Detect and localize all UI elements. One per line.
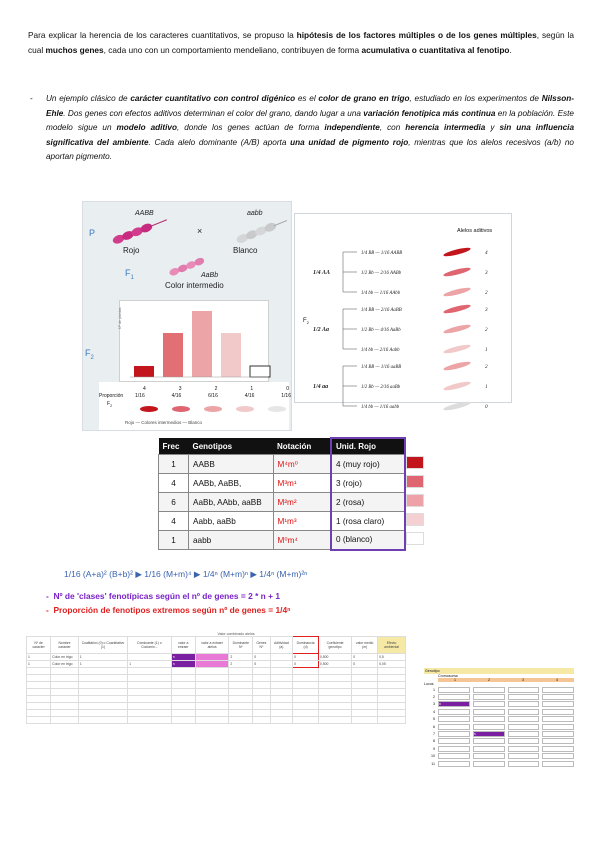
tree-row-text: 1/4 bb — 1/16 aabb xyxy=(361,405,400,410)
bullet-text: . Cada alelo dominante (A/B) aporta xyxy=(148,137,291,147)
grid-cell[interactable] xyxy=(438,716,470,722)
bar-class-3 xyxy=(163,333,183,377)
cell-notation: M²m² xyxy=(273,493,331,512)
tree-row-text: 1/2 Bb — 2/16 AABb xyxy=(361,271,402,276)
cell-frec: 4 xyxy=(159,474,189,493)
allele-tree xyxy=(295,214,513,410)
sheet-cell[interactable]: Color en trigo xyxy=(51,661,79,668)
proportion-value: 4/16 xyxy=(244,393,255,399)
grid-cell[interactable] xyxy=(508,701,540,707)
grid-locus-label: Locus xyxy=(424,682,434,686)
allele-tree-figure xyxy=(294,213,512,410)
proportion-value: 1/16 xyxy=(281,393,291,399)
sheet-cell[interactable]: 1 xyxy=(78,654,127,661)
proportions-panel xyxy=(99,382,289,430)
grid-row xyxy=(424,693,574,700)
cell-notation: M⁴m⁰ xyxy=(273,455,331,474)
rule-extremes xyxy=(46,605,290,615)
header-frec: Frec xyxy=(159,438,189,455)
rule-classes-text: Nº de 'clases' fenotípicas según el nº de genes = 2 * n + 1 xyxy=(53,591,280,601)
grid-cell[interactable]: n xyxy=(438,701,470,707)
sheet-header: valor medio (m) xyxy=(352,637,378,654)
proportion-value: 6/16 xyxy=(208,393,218,399)
parent2-genotype: aabb xyxy=(247,210,263,217)
color-swatch xyxy=(406,494,424,507)
table-row xyxy=(159,512,406,531)
sheet-header-row xyxy=(27,637,406,654)
bullet-text: . Dos genes con efectos aditivos determinan el color del grano, dando lugar a una xyxy=(63,108,364,118)
proportion-values xyxy=(135,393,291,399)
tree-row-count: 1 xyxy=(485,347,488,353)
sheet-row[interactable] xyxy=(27,696,406,703)
grid-col: 3 xyxy=(522,678,524,682)
bullet-text: , estudiado en los experimentos de xyxy=(409,94,542,103)
cell-genotype: AaBb, AAbb, aaBB xyxy=(189,493,274,512)
tree-f2-sub: 2 xyxy=(306,320,309,326)
grid-row-label: 1 xyxy=(433,687,435,692)
tree-row-text: 1/2 Bb — 2/16 aaBb xyxy=(361,385,401,390)
tree-row-count: 1 xyxy=(485,384,488,390)
grid-row-label: 9 xyxy=(433,746,435,751)
grid-row-label: 11 xyxy=(431,761,435,766)
grid-col: 1 xyxy=(454,678,456,682)
grid-cell[interactable] xyxy=(473,709,505,715)
header-genotipos: Genotipos xyxy=(189,438,274,455)
cell-unit: 0 (blanco) xyxy=(331,531,405,550)
white-wheat-spike-icon xyxy=(231,218,291,244)
grid-cell[interactable] xyxy=(508,738,540,744)
cell-frec: 1 xyxy=(159,455,189,474)
proportion-value: 4/16 xyxy=(171,393,182,399)
grid-row xyxy=(424,745,574,752)
tree-row-text: 1/4 BB — 1/16 AABB xyxy=(361,251,403,256)
grid-cell[interactable] xyxy=(438,709,470,715)
cell-notation: M³m¹ xyxy=(273,474,331,493)
tree-spike-icon xyxy=(443,343,471,355)
tree-spike-icon xyxy=(443,286,471,298)
parent1-genotype: AABB xyxy=(135,210,154,217)
sheet-header: Cualitativo (0) o Cuantitativo (1) xyxy=(78,637,127,654)
grid-cell[interactable] xyxy=(542,753,574,759)
sheet-cell[interactable]: 0,5 xyxy=(378,654,406,661)
grid-cell[interactable] xyxy=(508,716,540,722)
proportion-value: 1/16 xyxy=(135,393,145,399)
tree-title: Alelos aditivos xyxy=(457,228,493,234)
table-header-row xyxy=(159,438,406,455)
tree-row-text: 1/4 bb — 1/16 AAbb xyxy=(361,291,401,296)
grid-cell[interactable]: n xyxy=(473,731,505,737)
bullet-text: , mientras que los alelos recesivos (a/b) no aportan pigmento. xyxy=(46,137,574,162)
tree-row-text: 1/4 BB — 2/16 AaBB xyxy=(361,308,402,313)
sheet-cell[interactable]: 1 xyxy=(78,661,127,668)
grid-row-label: 7 xyxy=(433,732,435,737)
tree-spike-icon xyxy=(443,266,471,278)
intro-bold-cumulative: acumulativa o cuantitativa al fenotipo xyxy=(361,45,510,55)
tree-spike-icon xyxy=(443,400,471,412)
cell-frec: 6 xyxy=(159,493,189,512)
class-label: 0 xyxy=(286,386,289,392)
sheet-header: Nombre carácter xyxy=(51,637,79,654)
sheet-header: valor a extraer alelos xyxy=(195,637,229,654)
grid-cell[interactable] xyxy=(473,761,505,767)
f2-label xyxy=(85,348,94,361)
rule-dash: - xyxy=(46,591,49,601)
genotype-grid xyxy=(424,668,574,776)
grid-rows xyxy=(424,686,574,767)
class-label: 1 xyxy=(250,386,254,392)
sheet-cell[interactable] xyxy=(195,654,229,661)
formula: 1/16 (A+a)² (B+b)² ▶ 1/16 (M+m)⁴ ▶ 1/4ⁿ (M+m)ⁿ ▶ 1/4ⁿ (M+m)²ⁿ xyxy=(64,569,308,579)
f2-bars xyxy=(120,301,270,383)
tree-row-count: 2 xyxy=(485,290,488,296)
sheet-cell[interactable]: 0,500 xyxy=(318,654,351,661)
cell-genotype: aabb xyxy=(189,531,274,550)
bar-class-0 xyxy=(250,366,270,377)
sheet-cell[interactable]: 0,500 xyxy=(318,661,351,668)
sheet-row[interactable] xyxy=(27,717,406,724)
grid-cell[interactable] xyxy=(438,731,470,737)
f1-label xyxy=(125,268,134,281)
bullet-text: es el xyxy=(295,94,319,103)
sheet-cell[interactable]: 0 xyxy=(352,661,378,668)
grid-cell[interactable] xyxy=(438,724,470,730)
cell-unit: 1 (rosa claro) xyxy=(331,512,405,531)
f2-small-sub: 2 xyxy=(110,404,113,408)
grid-row xyxy=(424,730,574,737)
grid-cell[interactable] xyxy=(508,724,540,730)
f2-small-letter: F xyxy=(107,401,111,407)
grid-cell[interactable] xyxy=(508,687,540,693)
cell-unit: 3 (rojo) xyxy=(331,474,405,493)
grid-row xyxy=(424,716,574,723)
sheet-cell[interactable]: n xyxy=(171,661,195,668)
color-swatches xyxy=(406,456,432,551)
sheet-cell[interactable]: Color en trigo xyxy=(51,654,79,661)
sheet-row[interactable] xyxy=(27,703,406,710)
bullet-dash: - xyxy=(30,94,33,103)
sheet-header: Genes Nº xyxy=(253,637,270,654)
example-bullet xyxy=(30,92,575,165)
sheet-table xyxy=(26,636,406,724)
sheet-header: Nº de caracter xyxy=(27,637,51,654)
sheet-cell[interactable]: 0,05 xyxy=(378,661,406,668)
tree-row-count: 0 xyxy=(485,404,488,410)
grid-row xyxy=(424,701,574,708)
color-axis-text: Rojo — Colores intermedios — Blanco xyxy=(125,420,203,425)
grid-cell[interactable] xyxy=(473,716,505,722)
bullet-text: Un ejemplo clásico de xyxy=(46,94,131,103)
sheet-cell[interactable]: 2 xyxy=(229,654,253,661)
grid-row xyxy=(424,738,574,745)
grid-cell[interactable] xyxy=(473,738,505,744)
bar-class-1 xyxy=(221,333,241,377)
grid-row-label: 5 xyxy=(433,717,435,722)
grid-cell[interactable] xyxy=(473,687,505,693)
bullet-bold: sin una influencia significativa del ambiente xyxy=(46,123,575,147)
cell-frec: 1 xyxy=(159,531,189,550)
grid-title-text: Genotipo xyxy=(425,669,440,673)
grid-cell[interactable] xyxy=(473,724,505,730)
grid-row xyxy=(424,760,574,767)
grid-col: 4 xyxy=(556,678,558,682)
parent2-phenotype: Blanco xyxy=(233,246,258,255)
cell-genotype: AABB xyxy=(189,455,274,474)
grid-cell[interactable] xyxy=(438,738,470,744)
bullet-bold: independiente xyxy=(324,123,380,133)
bullet-text: , con xyxy=(379,123,406,133)
parent1-phenotype: Rojo xyxy=(123,246,140,255)
grid-row xyxy=(424,708,574,715)
cross-symbol: × xyxy=(197,226,203,236)
grid-cell[interactable] xyxy=(508,731,540,737)
sheet-cell[interactable] xyxy=(195,661,229,668)
color-swatch xyxy=(406,475,424,488)
grid-cell[interactable] xyxy=(508,753,540,759)
grid-row-label: 6 xyxy=(433,724,435,729)
sheet-header: Dominante Nº xyxy=(229,637,253,654)
y-axis-label: Nº de plantas xyxy=(118,307,122,329)
bullet-bold: Nilsson-Ehle xyxy=(46,94,574,118)
tree-group-label: 1/4 aa xyxy=(313,384,329,390)
bullet-text: y xyxy=(485,123,500,133)
sheet-row[interactable] xyxy=(27,682,406,689)
sheet-header: valor a extraer xyxy=(171,637,195,654)
sheet-header: Dominante (1) o Codomin... xyxy=(128,637,172,654)
intro-text: , cada uno con un comportamiento mendeliano, contribuyen de forma xyxy=(103,45,362,55)
color-swatch xyxy=(406,532,424,545)
grid-row xyxy=(424,723,574,730)
color-swatch xyxy=(406,513,424,526)
grid-cell[interactable] xyxy=(542,687,574,693)
rule-dash: - xyxy=(46,605,49,615)
sheet-cell[interactable]: 1 xyxy=(128,661,172,668)
sheet-row[interactable] xyxy=(27,710,406,717)
grid-cell[interactable] xyxy=(438,694,470,700)
grid-row xyxy=(424,753,574,760)
cell-unit: 4 (muy rojo) xyxy=(331,455,405,474)
bullet-bold: herencia intermedia xyxy=(405,123,486,133)
f2-small-label xyxy=(107,401,112,408)
tree-row-text: 1/4 bb — 2/16 Aabb xyxy=(361,348,400,353)
class-label: 2 xyxy=(214,386,218,392)
class-label: 4 xyxy=(143,386,146,392)
sheet-row[interactable] xyxy=(27,675,406,682)
cell-genotype: Aabb, aaBb xyxy=(189,512,274,531)
sheet-cell[interactable]: 0 xyxy=(253,661,270,668)
intro-paragraph xyxy=(28,28,574,58)
sheet-row[interactable] xyxy=(27,689,406,696)
sheet-row[interactable] xyxy=(27,668,406,675)
tree-spike-icon xyxy=(443,246,471,258)
table-row xyxy=(159,493,406,512)
spreadsheet xyxy=(26,632,406,742)
f2-letter: F xyxy=(85,348,91,358)
grid-cell[interactable] xyxy=(473,701,505,707)
tree-row-text: 1/4 BB — 1/16 aaBB xyxy=(361,365,402,370)
sheet-cell[interactable]: 0 xyxy=(293,654,319,661)
grid-cell[interactable] xyxy=(542,746,574,752)
bar-class-4 xyxy=(134,366,154,377)
grid-cell[interactable] xyxy=(438,746,470,752)
red-wheat-spike-icon xyxy=(107,218,171,244)
color-swatch xyxy=(406,456,424,469)
sheet-cell[interactable]: n xyxy=(171,654,195,661)
grid-row-label: 3 xyxy=(433,702,435,707)
sheet-header-dominance: Dominancia (d) xyxy=(293,637,319,654)
sheet-row[interactable] xyxy=(27,654,406,661)
grid-cell[interactable] xyxy=(438,761,470,767)
tree-row-text: 1/2 Bb — 4/16 AaBb xyxy=(361,328,401,333)
spike-row-icon xyxy=(139,402,289,416)
grid-row-label: 2 xyxy=(433,695,435,700)
grid-row-label: 10 xyxy=(431,754,435,759)
cell-notation: M⁰m⁴ xyxy=(273,531,331,550)
bullet-bold: carácter cuantitativo con control digénico xyxy=(130,94,296,103)
intro-text: , según la cual xyxy=(28,30,574,55)
sheet-cell[interactable]: 0 xyxy=(352,654,378,661)
grid-cell[interactable] xyxy=(473,746,505,752)
tree-spike-icon xyxy=(443,323,471,335)
grid-cell[interactable] xyxy=(508,761,540,767)
grid-col: 2 xyxy=(488,678,490,682)
sheet-cell[interactable]: 0 xyxy=(293,661,319,668)
f2-bar-chart xyxy=(119,300,269,382)
sheet-cell[interactable]: 2 xyxy=(229,661,253,668)
genotype-table xyxy=(158,437,406,551)
sheet-header: Aditividad (a) xyxy=(270,637,293,654)
tree-row-count: 2 xyxy=(485,327,488,333)
table-row xyxy=(159,531,406,550)
p-label: P xyxy=(89,228,96,238)
grid-cell[interactable] xyxy=(508,746,540,752)
grid-cell[interactable] xyxy=(508,694,540,700)
grid-cell[interactable] xyxy=(542,761,574,767)
table-row xyxy=(159,474,406,493)
tree-group-label: 1/4 AA xyxy=(313,270,330,276)
bullet-text: en la población. Este modelo sigue un xyxy=(46,108,574,133)
cell-frec: 4 xyxy=(159,512,189,531)
class-label: 3 xyxy=(178,386,182,392)
sheet-cell[interactable] xyxy=(270,654,293,661)
grid-row-label: 4 xyxy=(433,709,435,714)
bullet-bold: color de grano en trigo xyxy=(318,94,410,103)
sheet-header-environment: Efecto ambiental xyxy=(378,637,406,654)
sheet-cell[interactable] xyxy=(128,654,172,661)
table-row xyxy=(159,455,406,474)
tree-spike-icon xyxy=(443,360,471,372)
class-labels xyxy=(143,386,289,392)
grid-row xyxy=(424,686,574,693)
grid-cell[interactable] xyxy=(438,753,470,759)
proportion-title: Proporción xyxy=(99,393,124,399)
grid-cell[interactable] xyxy=(542,694,574,700)
sheet-group-header: Valor combinado alelos xyxy=(217,632,255,636)
tree-row-count: 3 xyxy=(485,270,488,276)
cell-unit: 2 (rosa) xyxy=(331,493,405,512)
grid-cell[interactable] xyxy=(542,716,574,722)
grid-cell[interactable] xyxy=(542,701,574,707)
cell-notation: M¹m³ xyxy=(273,512,331,531)
f1-phenotype: Color intermedio xyxy=(165,281,224,290)
intro-bold-hypothesis: hipótesis de los factores múltiples o de los genes múltiples xyxy=(296,30,537,40)
bullet-bold: modelo aditivo xyxy=(116,123,177,133)
grid-cell[interactable] xyxy=(542,731,574,737)
tree-row-count: 2 xyxy=(485,364,488,370)
grid-subtitle-text: Cromosoma xyxy=(438,674,458,678)
header-unidades: Unid. Rojo xyxy=(331,438,405,455)
f1-sub: 1 xyxy=(130,274,134,281)
sheet-cell[interactable] xyxy=(270,661,293,668)
grid-cell[interactable] xyxy=(542,738,574,744)
bullet-bold: una unidad de pigmento rojo xyxy=(290,137,409,147)
rule-extremes-text: Proporción de fenotipos extremos según nº de genes = 1/4ⁿ xyxy=(53,605,291,615)
cell-genotype: AABb, AaBB, xyxy=(189,474,274,493)
sheet-cell[interactable]: 1 xyxy=(27,654,51,661)
tree-spike-icon xyxy=(443,380,471,392)
sheet-row[interactable] xyxy=(27,661,406,668)
sheet-cell[interactable]: 1 xyxy=(27,661,51,668)
grid-cell[interactable] xyxy=(542,709,574,715)
tree-spike-icon xyxy=(443,303,471,315)
sheet-header: Coeficiente genotipo xyxy=(318,637,351,654)
cross-figure xyxy=(82,201,292,431)
grid-row-label: 8 xyxy=(433,739,435,744)
intro-bold-genes: muchos genes xyxy=(45,45,104,55)
grid-cell[interactable] xyxy=(473,753,505,759)
header-notacion: Notación xyxy=(273,438,331,455)
tree-f2-letter: F xyxy=(303,318,307,324)
grid-cell[interactable] xyxy=(542,724,574,730)
bullet-bold: variación fenotípica más continua xyxy=(363,108,496,118)
bullet-text: , donde los genes actúan de forma xyxy=(176,123,325,133)
grid-cell[interactable] xyxy=(473,694,505,700)
tree-row-count: 3 xyxy=(485,307,488,313)
f1-letter: F xyxy=(125,268,131,278)
grid-cell[interactable] xyxy=(438,687,470,693)
sheet-cell[interactable]: 0 xyxy=(253,654,270,661)
intro-text: . xyxy=(509,45,512,55)
tree-group-label: 1/2 Aa xyxy=(313,327,329,333)
intro-text: Para explicar la herencia de los caracteres cuantitativos, se propuso la xyxy=(28,30,297,40)
rule-classes xyxy=(46,591,280,601)
tree-row-count: 4 xyxy=(485,250,488,256)
grid-cell[interactable] xyxy=(508,709,540,715)
f2-sub: 2 xyxy=(90,354,94,361)
f1-genotype: AaBb xyxy=(201,272,219,279)
bar-class-2 xyxy=(192,311,212,377)
